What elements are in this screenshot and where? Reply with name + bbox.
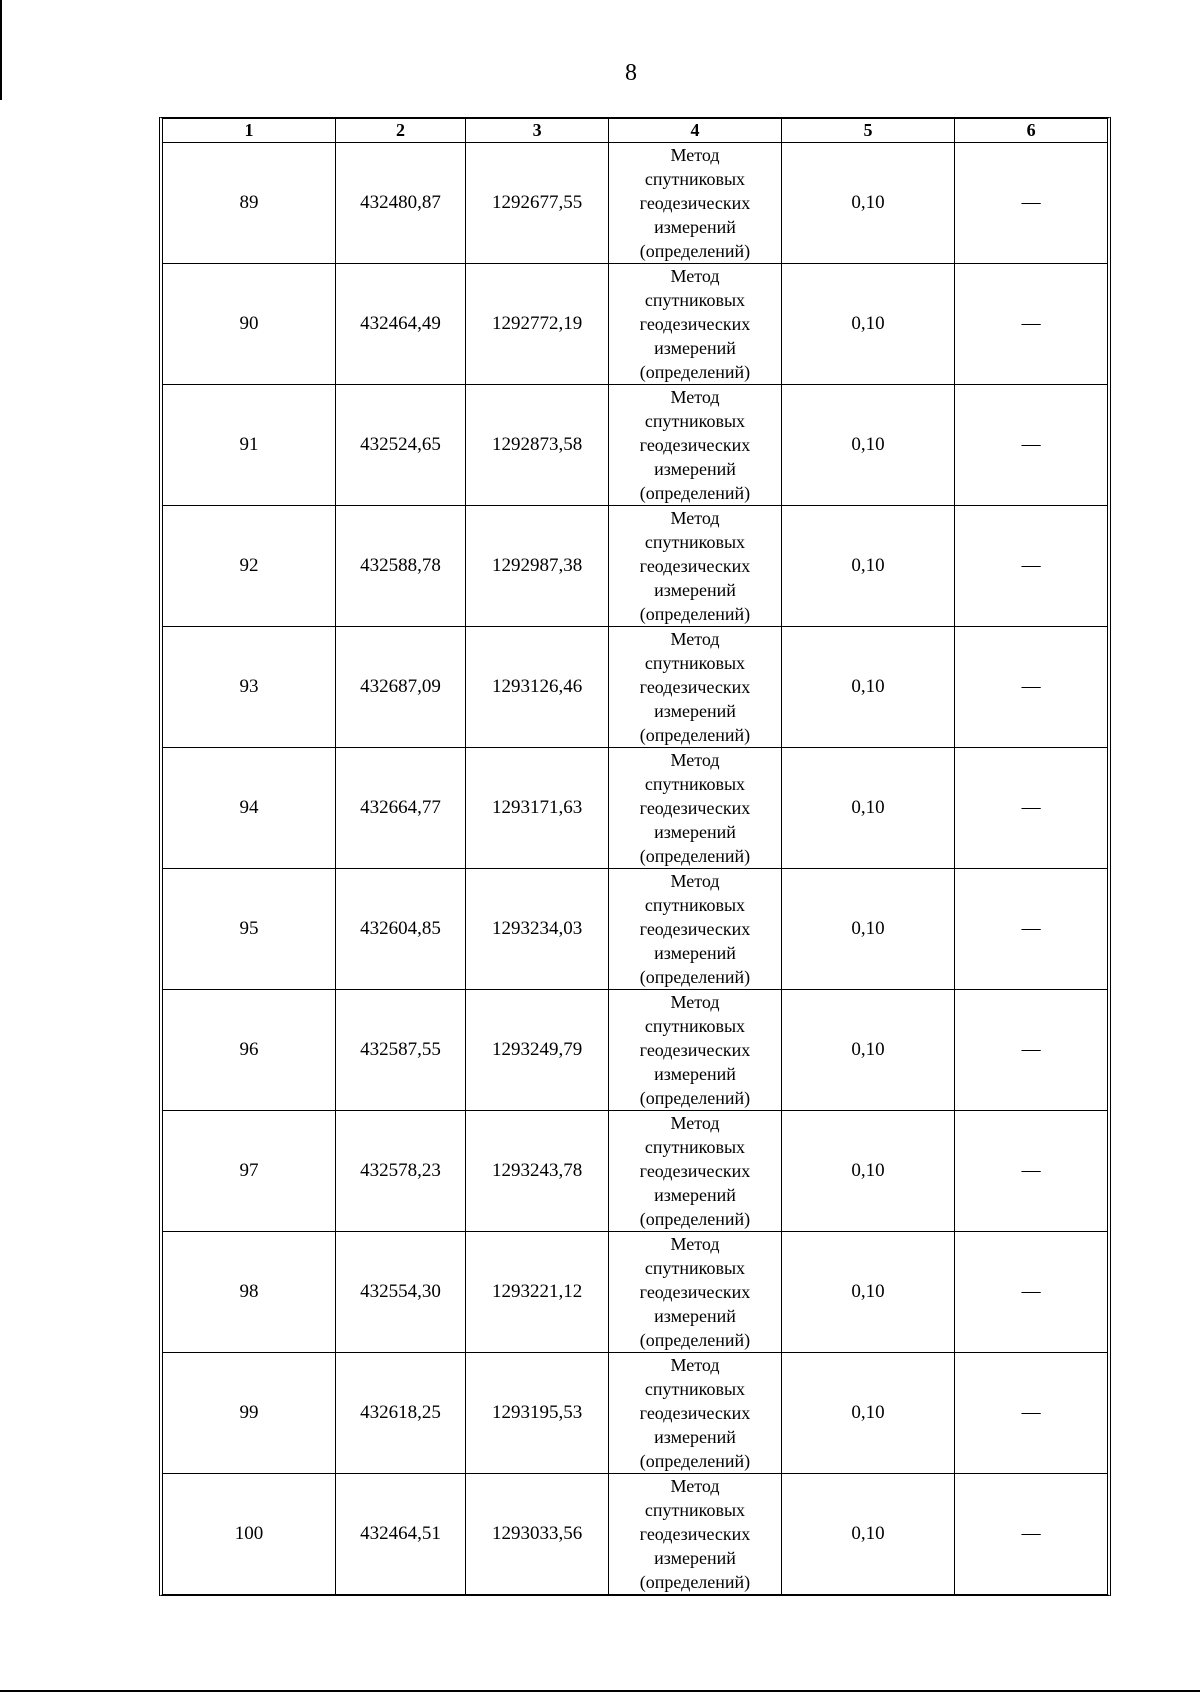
header-col-4: 4 [609, 119, 781, 143]
scan-edge-bottom [0, 1690, 1200, 1692]
y-coordinate-cell: 1293195,53 [466, 1353, 609, 1474]
table-body [163, 143, 1107, 1595]
y-coordinate-cell: 1292772,19 [466, 264, 609, 385]
note-dash: — [1021, 918, 1041, 939]
method-line: геодезических [639, 1161, 751, 1181]
method-line: измерений [654, 1306, 736, 1326]
table-header-row [163, 119, 1107, 143]
note-cell [955, 1353, 1107, 1474]
method-cell [609, 990, 781, 1111]
table-row [163, 1474, 1107, 1595]
method-line: спутниковых [644, 532, 746, 552]
accuracy-cell: 0,10 [781, 143, 954, 264]
method-line: спутниковых [644, 774, 746, 794]
x-coordinate-cell: 432587,55 [335, 990, 465, 1111]
note-cell [955, 143, 1107, 264]
method-line: (определений) [639, 1572, 751, 1592]
method-line: геодезических [639, 1040, 751, 1060]
table-row [163, 1232, 1107, 1353]
method-line: (определений) [639, 725, 751, 745]
y-coordinate-cell: 1292677,55 [466, 143, 609, 264]
method-line: (определений) [639, 604, 751, 624]
note-cell [955, 506, 1107, 627]
method-line: спутниковых [644, 411, 746, 431]
table-row [163, 385, 1107, 506]
table-row [163, 506, 1107, 627]
method-line: геодезических [639, 1524, 751, 1544]
coordinates-table [163, 119, 1107, 1594]
x-coordinate-cell: 432480,87 [335, 143, 465, 264]
y-coordinate-cell: 1292873,58 [466, 385, 609, 506]
method-line: геодезических [639, 919, 751, 939]
method-line: измерений [654, 822, 736, 842]
accuracy-cell: 0,10 [781, 506, 954, 627]
accuracy-cell: 0,10 [781, 1474, 954, 1595]
note-cell [955, 869, 1107, 990]
note-dash: — [1021, 1523, 1041, 1544]
table-row [163, 627, 1107, 748]
x-coordinate-cell: 432588,78 [335, 506, 465, 627]
method-line: геодезических [639, 677, 751, 697]
x-coordinate-cell: 432524,65 [335, 385, 465, 506]
table-row [163, 748, 1107, 869]
method-line: (определений) [639, 483, 751, 503]
method-line: геодезических [639, 193, 751, 213]
accuracy-cell: 0,10 [781, 627, 954, 748]
note-cell [955, 1111, 1107, 1232]
method-cell [609, 748, 781, 869]
method-line: спутниковых [644, 169, 746, 189]
page-number: 8 [625, 60, 637, 86]
method-line: спутниковых [644, 1379, 746, 1399]
accuracy-cell: 0,10 [781, 748, 954, 869]
method-line: геодезических [639, 314, 751, 334]
method-line: Метод [670, 1234, 720, 1254]
method-line: геодезических [639, 798, 751, 818]
note-cell [955, 990, 1107, 1111]
x-coordinate-cell: 432578,23 [335, 1111, 465, 1232]
point-number-cell: 98 [163, 1232, 335, 1353]
note-dash: — [1021, 192, 1041, 213]
method-line: Метод [670, 1355, 720, 1375]
note-dash: — [1021, 313, 1041, 334]
note-cell [955, 385, 1107, 506]
method-line: геодезических [639, 1403, 751, 1423]
accuracy-cell: 0,10 [781, 385, 954, 506]
method-line: измерений [654, 943, 736, 963]
method-cell [609, 506, 781, 627]
note-dash: — [1021, 1160, 1041, 1181]
header-col-1: 1 [163, 119, 335, 143]
note-dash: — [1021, 797, 1041, 818]
point-number-cell: 100 [163, 1474, 335, 1595]
method-line: измерений [654, 1064, 736, 1084]
y-coordinate-cell: 1292987,38 [466, 506, 609, 627]
y-coordinate-cell: 1293171,63 [466, 748, 609, 869]
method-line: Метод [670, 750, 720, 770]
method-line: измерений [654, 701, 736, 721]
coordinates-table-frame [159, 117, 1111, 1596]
method-cell [609, 1111, 781, 1232]
method-line: Метод [670, 266, 720, 286]
accuracy-cell: 0,10 [781, 264, 954, 385]
header-col-5: 5 [781, 119, 954, 143]
method-line: Метод [670, 387, 720, 407]
method-line: измерений [654, 338, 736, 358]
method-line: Метод [670, 629, 720, 649]
y-coordinate-cell: 1293243,78 [466, 1111, 609, 1232]
method-line: (определений) [639, 1330, 751, 1350]
point-number-cell: 93 [163, 627, 335, 748]
note-cell [955, 264, 1107, 385]
header-col-6: 6 [955, 119, 1107, 143]
note-cell [955, 748, 1107, 869]
method-cell [609, 143, 781, 264]
note-dash: — [1021, 1039, 1041, 1060]
x-coordinate-cell: 432554,30 [335, 1232, 465, 1353]
method-line: (определений) [639, 1209, 751, 1229]
point-number-cell: 92 [163, 506, 335, 627]
method-line: спутниковых [644, 1500, 746, 1520]
y-coordinate-cell: 1293126,46 [466, 627, 609, 748]
accuracy-cell: 0,10 [781, 869, 954, 990]
method-line: спутниковых [644, 895, 746, 915]
method-cell [609, 1474, 781, 1595]
point-number-cell: 97 [163, 1111, 335, 1232]
method-line: спутниковых [644, 1258, 746, 1278]
point-number-cell: 89 [163, 143, 335, 264]
table-row [163, 1111, 1107, 1232]
method-line: измерений [654, 1185, 736, 1205]
point-number-cell: 90 [163, 264, 335, 385]
point-number-cell: 91 [163, 385, 335, 506]
y-coordinate-cell: 1293234,03 [466, 869, 609, 990]
point-number-cell: 96 [163, 990, 335, 1111]
table-row [163, 990, 1107, 1111]
note-dash: — [1021, 676, 1041, 697]
method-line: измерений [654, 217, 736, 237]
accuracy-cell: 0,10 [781, 1111, 954, 1232]
method-line: геодезических [639, 556, 751, 576]
note-dash: — [1021, 1402, 1041, 1423]
header-col-2: 2 [335, 119, 465, 143]
method-line: Метод [670, 871, 720, 891]
table-row [163, 264, 1107, 385]
method-line: спутниковых [644, 1016, 746, 1036]
point-number-cell: 94 [163, 748, 335, 869]
method-line: спутниковых [644, 1137, 746, 1157]
method-line: (определений) [639, 241, 751, 261]
table-row [163, 1353, 1107, 1474]
method-cell [609, 264, 781, 385]
method-line: (определений) [639, 846, 751, 866]
x-coordinate-cell: 432464,49 [335, 264, 465, 385]
method-line: Метод [670, 1113, 720, 1133]
point-number-cell: 99 [163, 1353, 335, 1474]
method-cell [609, 627, 781, 748]
x-coordinate-cell: 432464,51 [335, 1474, 465, 1595]
method-line: геодезических [639, 1282, 751, 1302]
method-line: спутниковых [644, 290, 746, 310]
method-line: Метод [670, 508, 720, 528]
table-row [163, 869, 1107, 990]
accuracy-cell: 0,10 [781, 1353, 954, 1474]
note-dash: — [1021, 555, 1041, 576]
y-coordinate-cell: 1293033,56 [466, 1474, 609, 1595]
x-coordinate-cell: 432664,77 [335, 748, 465, 869]
header-col-3: 3 [466, 119, 609, 143]
method-line: Метод [670, 1476, 720, 1496]
method-line: (определений) [639, 362, 751, 382]
accuracy-cell: 0,10 [781, 1232, 954, 1353]
method-line: измерений [654, 459, 736, 479]
method-line: измерений [654, 1548, 736, 1568]
note-cell [955, 1232, 1107, 1353]
accuracy-cell: 0,10 [781, 990, 954, 1111]
x-coordinate-cell: 432604,85 [335, 869, 465, 990]
y-coordinate-cell: 1293221,12 [466, 1232, 609, 1353]
method-line: (определений) [639, 1451, 751, 1471]
note-cell [955, 627, 1107, 748]
method-cell [609, 385, 781, 506]
note-dash: — [1021, 1281, 1041, 1302]
method-line: измерений [654, 1427, 736, 1447]
method-line: Метод [670, 992, 720, 1012]
x-coordinate-cell: 432687,09 [335, 627, 465, 748]
method-line: спутниковых [644, 653, 746, 673]
method-cell [609, 869, 781, 990]
note-dash: — [1021, 434, 1041, 455]
method-line: (определений) [639, 967, 751, 987]
method-cell [609, 1232, 781, 1353]
x-coordinate-cell: 432618,25 [335, 1353, 465, 1474]
note-cell [955, 1474, 1107, 1595]
point-number-cell: 95 [163, 869, 335, 990]
table-row [163, 143, 1107, 264]
method-line: геодезических [639, 435, 751, 455]
method-line: Метод [670, 145, 720, 165]
y-coordinate-cell: 1293249,79 [466, 990, 609, 1111]
method-line: измерений [654, 580, 736, 600]
method-cell [609, 1353, 781, 1474]
method-line: (определений) [639, 1088, 751, 1108]
